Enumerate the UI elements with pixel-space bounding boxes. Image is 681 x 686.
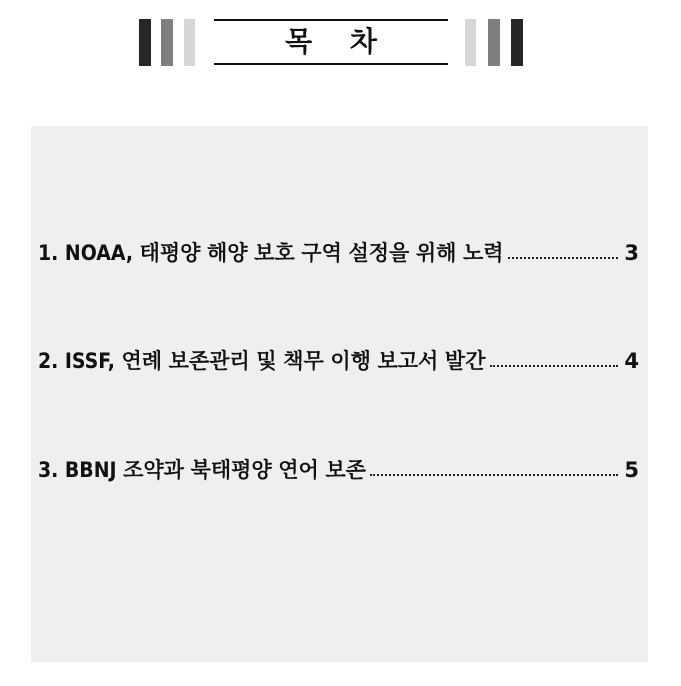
decorative-bar-light-left (184, 19, 195, 66)
toc-entry-label: 2. ISSF, 연례 보존관리 및 책무 이행 보고서 발간 (38, 349, 486, 373)
toc-header (139, 19, 523, 67)
toc-entry[interactable] (38, 344, 639, 372)
toc-dot-leader (490, 365, 619, 367)
decorative-bar-mid-left (161, 19, 173, 66)
decorative-bar-mid-right (488, 19, 500, 66)
toc-entry[interactable] (38, 453, 639, 481)
toc-dot-leader (508, 257, 619, 259)
toc-dot-leader (370, 474, 618, 476)
toc-panel (31, 126, 648, 662)
toc-entry[interactable] (38, 236, 639, 264)
title-box (214, 19, 448, 65)
decorative-bar-dark-right (511, 19, 523, 66)
page-title: 목 차 (285, 25, 391, 58)
toc-page-number: 5 (624, 458, 639, 482)
toc-entry-label: 3. BBNJ 조약과 북태평양 연어 보존 (38, 458, 366, 482)
decorative-bar-dark-left (139, 19, 151, 66)
toc-entry-label: 1. NOAA, 태평양 해양 보호 구역 설정을 위해 노력 (38, 241, 504, 265)
decorative-bar-light-right (465, 19, 476, 66)
toc-page-number: 3 (624, 241, 639, 265)
toc-page-number: 4 (624, 349, 639, 373)
